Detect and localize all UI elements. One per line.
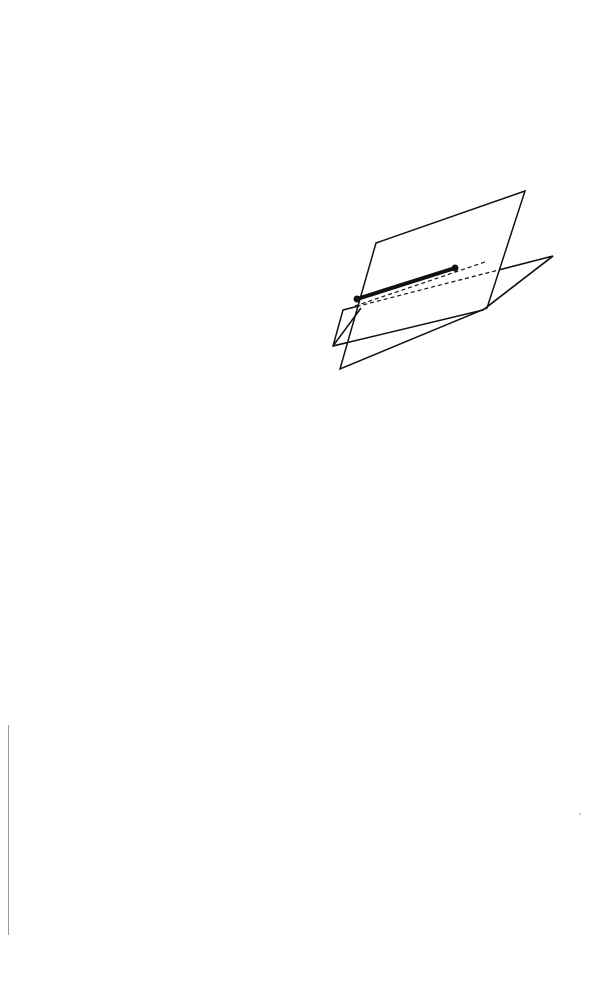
paragraph-3-line-2 xyxy=(30,146,560,168)
paragraph-5-line-4 xyxy=(30,469,560,491)
section-heading-line xyxy=(30,60,560,82)
inclined-plane xyxy=(340,191,525,369)
intersecting-planes-diagram xyxy=(328,183,558,413)
paragraph-2-line-1 xyxy=(30,103,560,125)
point-a xyxy=(354,296,361,303)
paragraph-5-line-2 xyxy=(30,426,560,448)
section-line-2 xyxy=(30,82,560,104)
point-b xyxy=(452,265,459,272)
figure-planes xyxy=(328,183,558,413)
paragraph-5-line-3 xyxy=(30,447,560,469)
margin-dot: ˙ xyxy=(578,810,582,824)
paragraph-3-line-1 xyxy=(30,125,560,147)
page-edge-line xyxy=(8,725,9,935)
